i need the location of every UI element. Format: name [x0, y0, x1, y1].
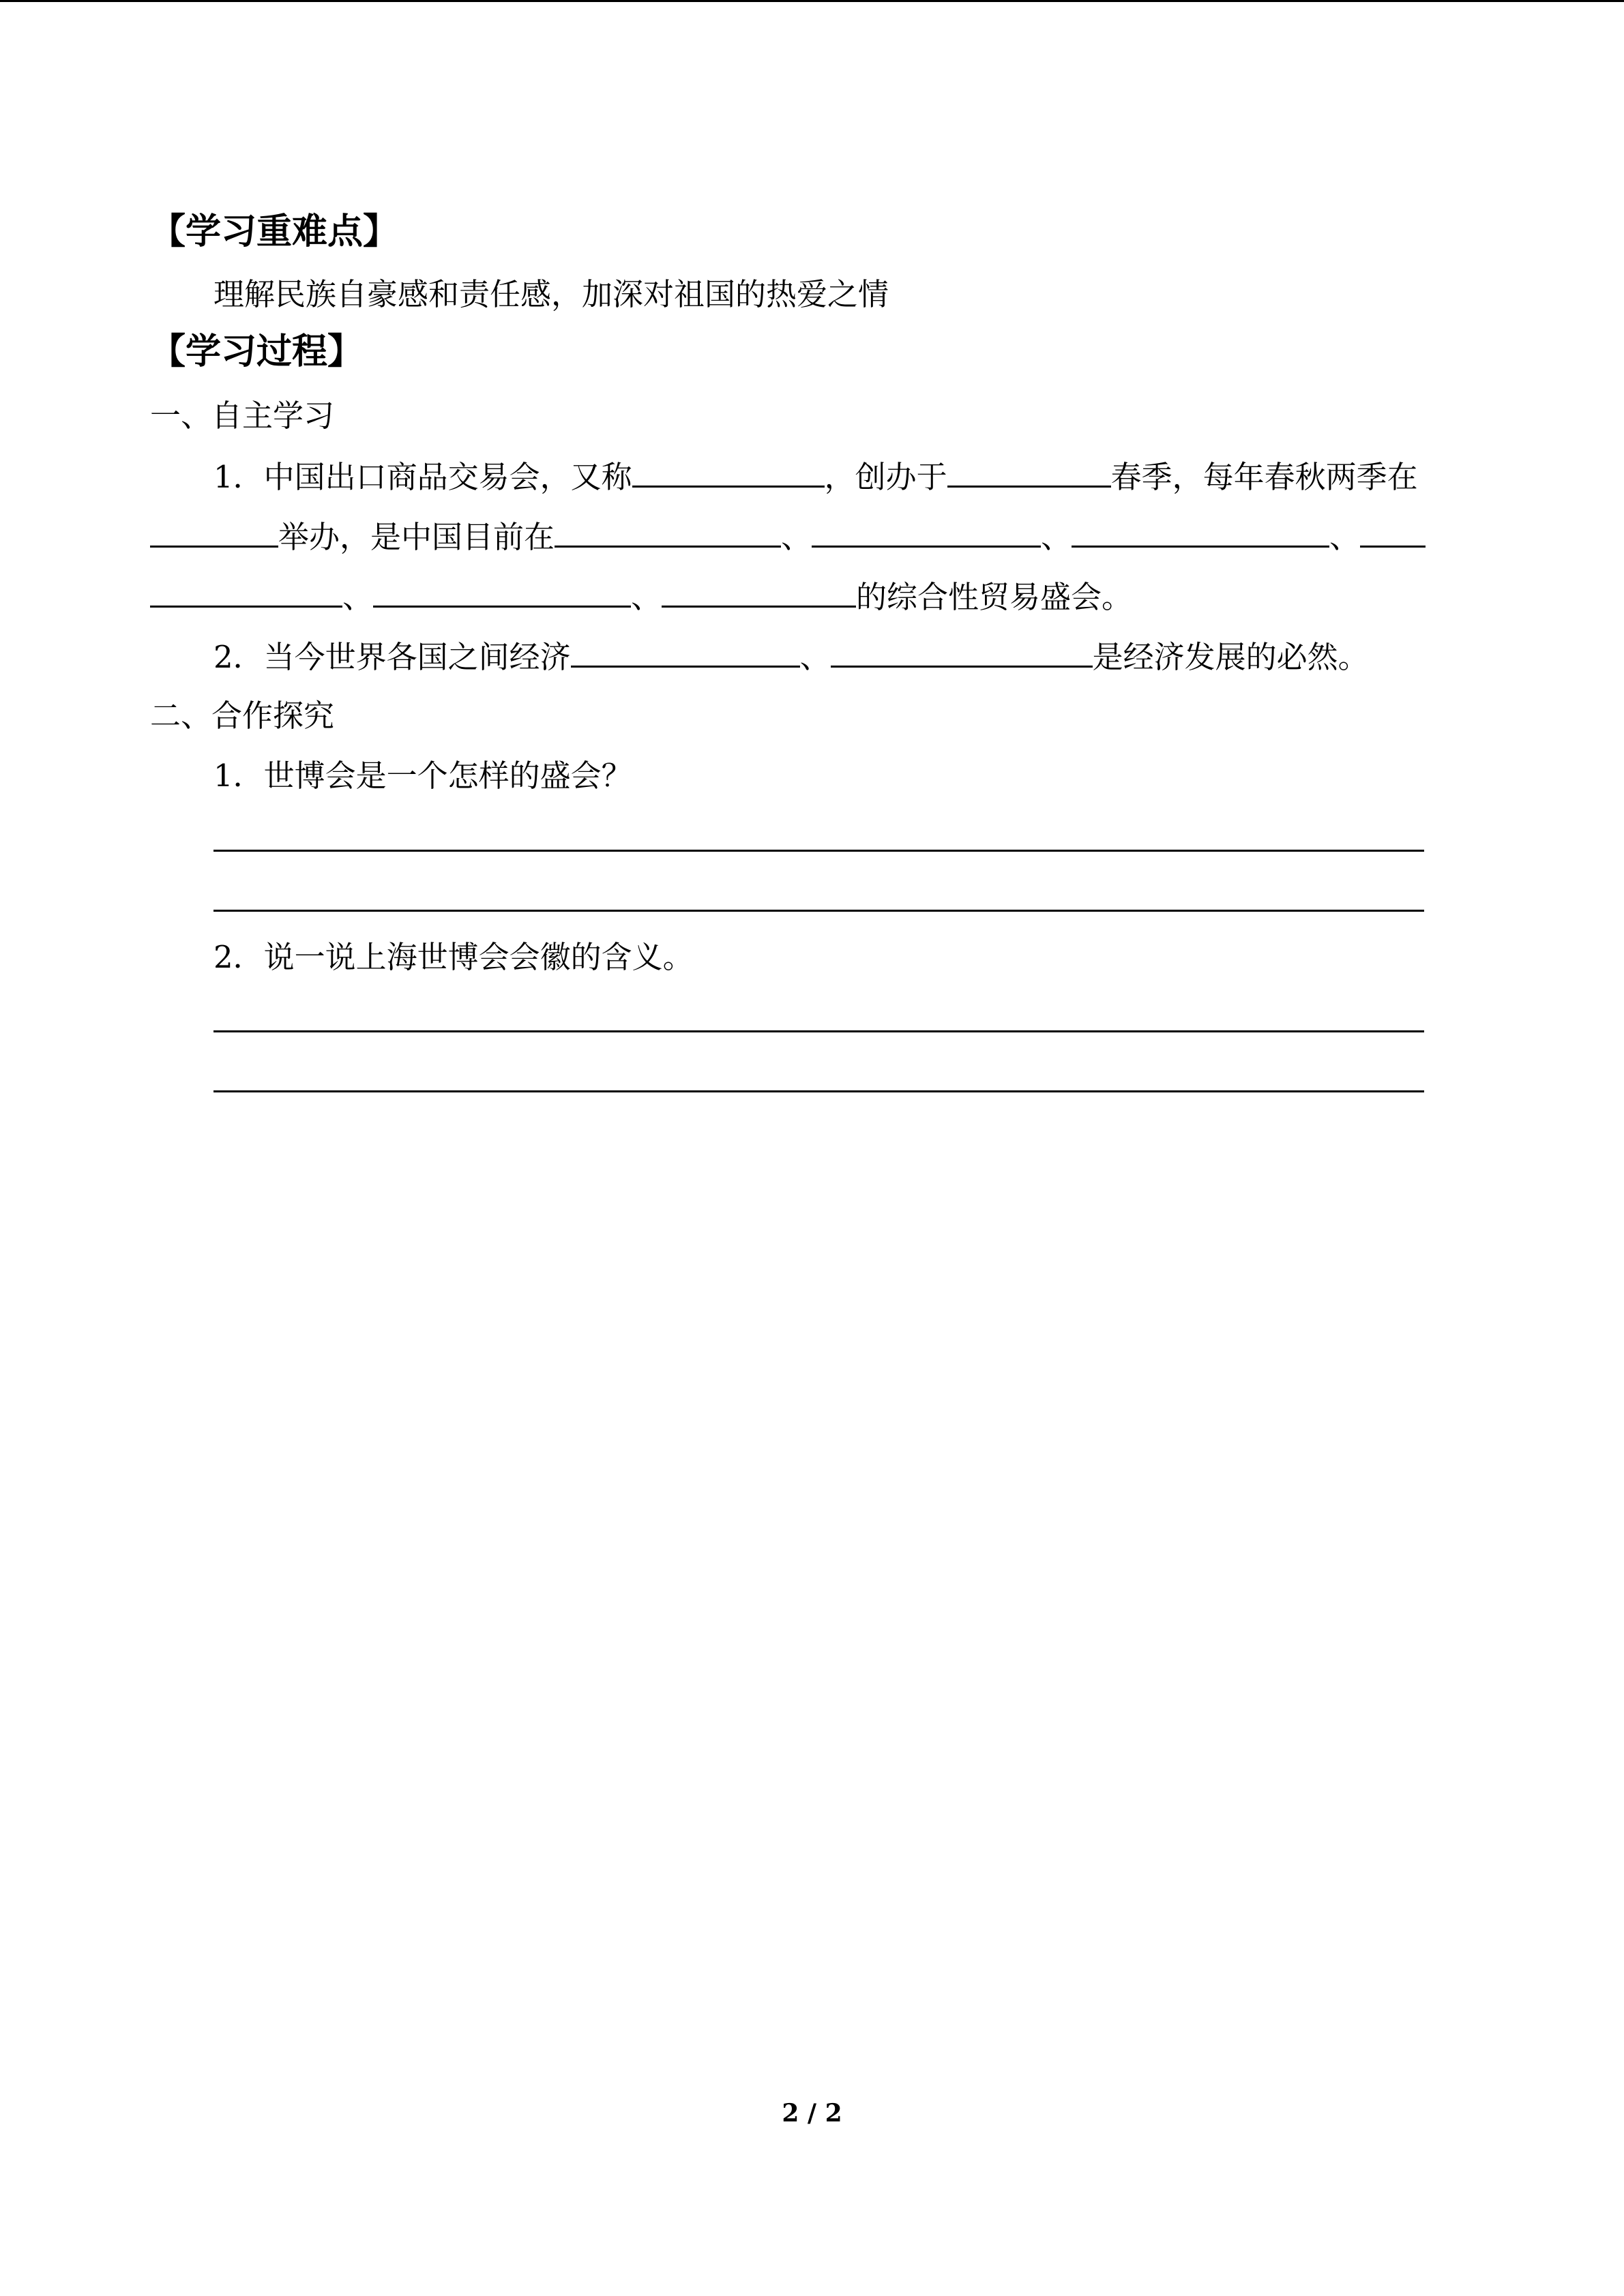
- inquiry-question-2: 2．说一说上海世博会会徽的含义。: [213, 939, 694, 975]
- blank-attribute-4-start[interactable]: [1360, 516, 1426, 548]
- blank-economy-1[interactable]: [571, 636, 800, 668]
- separator: 、: [1041, 519, 1072, 555]
- q1-text-e: 的综合性贸易盛会。: [856, 579, 1133, 615]
- q2-line: [213, 636, 1369, 676]
- answer-line[interactable]: [213, 910, 1424, 912]
- blank-attribute-2[interactable]: [812, 516, 1041, 548]
- page-number: 2 / 2: [782, 2099, 842, 2128]
- q1-text-c: 春季，每年春秋两季在: [1110, 459, 1418, 495]
- blank-attribute-6[interactable]: [662, 576, 856, 608]
- q1-text-a: 中国出口商品交易会，又称: [263, 459, 632, 495]
- q2-number: 2．: [213, 639, 264, 675]
- answer-line[interactable]: [213, 1090, 1424, 1092]
- q1-line-3: [150, 576, 1132, 616]
- blank-founded-year[interactable]: [947, 456, 1111, 488]
- q1-number: 1．: [213, 459, 264, 495]
- answer-line[interactable]: [213, 850, 1424, 852]
- separator: 、: [342, 579, 374, 615]
- q1-line-1: [213, 456, 1418, 496]
- q1-text-b: ，创办于: [824, 459, 947, 495]
- blank-attribute-1[interactable]: [555, 516, 781, 548]
- blank-attribute-3[interactable]: [1072, 516, 1329, 548]
- q2-text-b: 是经济发展的必然。: [1092, 639, 1369, 675]
- separator: 、: [1329, 519, 1361, 555]
- blank-economy-2[interactable]: [831, 636, 1093, 668]
- answer-line[interactable]: [213, 1030, 1424, 1032]
- cooperative-inquiry-title: 二、合作探究: [150, 698, 335, 734]
- key-points-heading: 【学习重难点】: [150, 211, 399, 252]
- q2-text-a: 当今世界各国之间经济: [263, 639, 571, 675]
- blank-attribute-4-end[interactable]: [150, 576, 342, 608]
- q1-text-d: 举办，是中国目前在: [278, 519, 555, 555]
- inquiry-question-1: 1．世博会是一个怎样的盛会？: [213, 758, 632, 794]
- separator: 、: [799, 639, 831, 675]
- separator: 、: [631, 579, 662, 615]
- self-study-title: 一、自主学习: [150, 398, 335, 434]
- process-heading: 【学习过程】: [150, 331, 364, 372]
- separator: 、: [781, 519, 812, 555]
- blank-attribute-5[interactable]: [373, 576, 631, 608]
- blank-venue[interactable]: [150, 516, 278, 548]
- q1-line-2: [150, 516, 1426, 556]
- key-points-text: 理解民族自豪感和责任感，加深对祖国的热爱之情: [213, 276, 889, 312]
- blank-alias[interactable]: [632, 456, 825, 488]
